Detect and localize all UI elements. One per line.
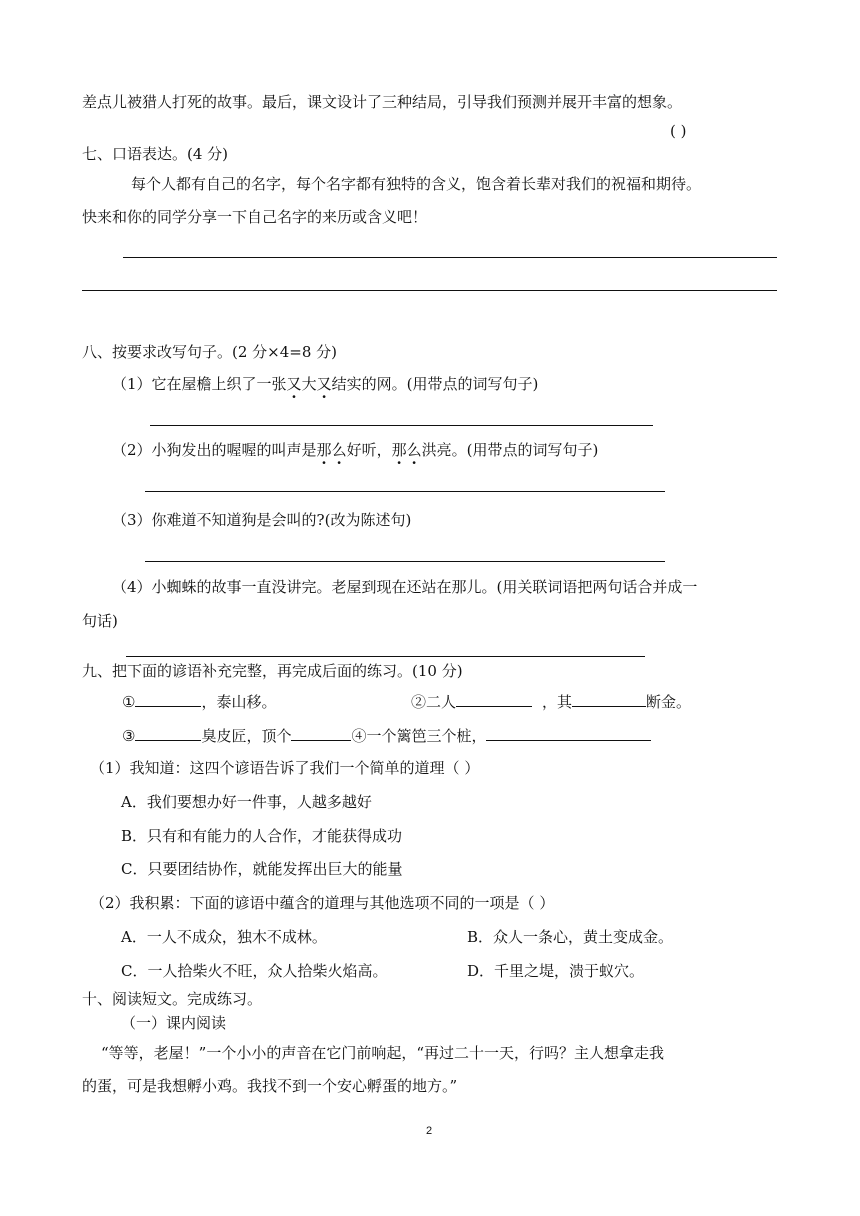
dotted-word: 么 [406, 441, 422, 459]
option-a: A．一人不成众，独木不成林。 [121, 928, 327, 946]
answer-line[interactable] [145, 491, 665, 492]
question-8-2: （2）小狗发出的喔喔的叫声是那么好听，那么洪亮。(用带点的词写句子) [112, 441, 599, 459]
reading-paragraph: “等等，老屋！”一个小小的声音在它门前响起，“再过二十一天，行吗？主人想拿走我 [101, 1044, 665, 1062]
answer-line[interactable] [126, 656, 645, 657]
blank[interactable] [572, 690, 646, 707]
answer-line[interactable] [123, 257, 777, 258]
proverb-row: ②二人 ，其 断金。 [411, 690, 691, 712]
option-a: A．我们要想办好一件事，人越多越好 [121, 793, 372, 811]
dotted-word: 么 [331, 441, 347, 459]
proverb-row: ③ 臭皮匠，顶个 ④一个篱笆三个桩， [122, 724, 651, 746]
option-d: D．千里之堤，溃于蚁穴。 [467, 962, 645, 980]
section-7-paragraph: 每个人都有自己的名字，每个名字都有独特的含义，饱含着长辈对我们的祝福和期待。 [131, 175, 702, 193]
section-7-paragraph: 快来和你的同学分享一下自己名字的来历或含义吧！ [82, 208, 428, 226]
dotted-word: 那 [391, 441, 407, 459]
blank[interactable] [486, 724, 651, 741]
blank[interactable] [291, 724, 351, 741]
answer-line[interactable] [82, 290, 777, 291]
dotted-word: 又 [316, 375, 332, 393]
blank[interactable] [135, 690, 201, 707]
reading-paragraph: 的蛋，可是我想孵小鸡。我找不到一个安心孵蛋的地方。” [82, 1077, 458, 1095]
subsection-title: （一）课内阅读 [121, 1014, 227, 1032]
option-c: C．只要团结协作，就能发挥出巨大的能量 [121, 860, 403, 878]
dotted-word: 又 [286, 375, 302, 393]
question-8-4: （4）小蜘蛛的故事一直没讲完。老屋到现在还站在那儿。(用关联词语把两句话合并成一 [112, 578, 698, 596]
subquestion-2: （2）我积累：下面的谚语中蕴含的道理与其他选项不同的一项是（ ） [90, 894, 555, 912]
blank[interactable] [135, 724, 201, 741]
passage-line: 差点儿被猎人打死的故事。最后，课文设计了三种结局，引导我们预测并展开丰富的想象。 [82, 93, 683, 111]
question-8-3: （3）你难道不知道狗是会叫的?(改为陈述句) [112, 511, 412, 529]
section-10-title: 十、阅读短文。完成练习。 [82, 990, 263, 1008]
option-b: B．众人一条心，黄土变成金。 [467, 928, 674, 946]
option-b: B．只有和有能力的人合作，才能获得成功 [121, 827, 403, 845]
answer-paren: ( ) [670, 122, 687, 140]
proverb-row: ① ，泰山移。 [122, 690, 276, 712]
subquestion-1: （1）我知道：这四个谚语告诉了我们一个简单的道理（ ） [90, 759, 480, 777]
answer-line[interactable] [145, 561, 665, 562]
section-8-title: 八、按要求改写句子。(2 分×4=8 分) [82, 343, 338, 361]
question-8-4-cont: 句话) [82, 612, 118, 630]
blank[interactable] [456, 690, 532, 707]
question-8-1: （1）它在屋檐上织了一张又大又结实的网。(用带点的词写句子) [112, 375, 539, 393]
option-c: C．一人拾柴火不旺，众人拾柴火焰高。 [121, 962, 388, 980]
page-number: 2 [426, 1125, 433, 1137]
section-7-title: 七、口语表达。(4 分) [82, 145, 229, 163]
section-9-title: 九、把下面的谚语补充完整，再完成后面的练习。(10 分) [82, 662, 463, 680]
dotted-word: 那 [316, 441, 332, 459]
answer-line[interactable] [150, 425, 653, 426]
